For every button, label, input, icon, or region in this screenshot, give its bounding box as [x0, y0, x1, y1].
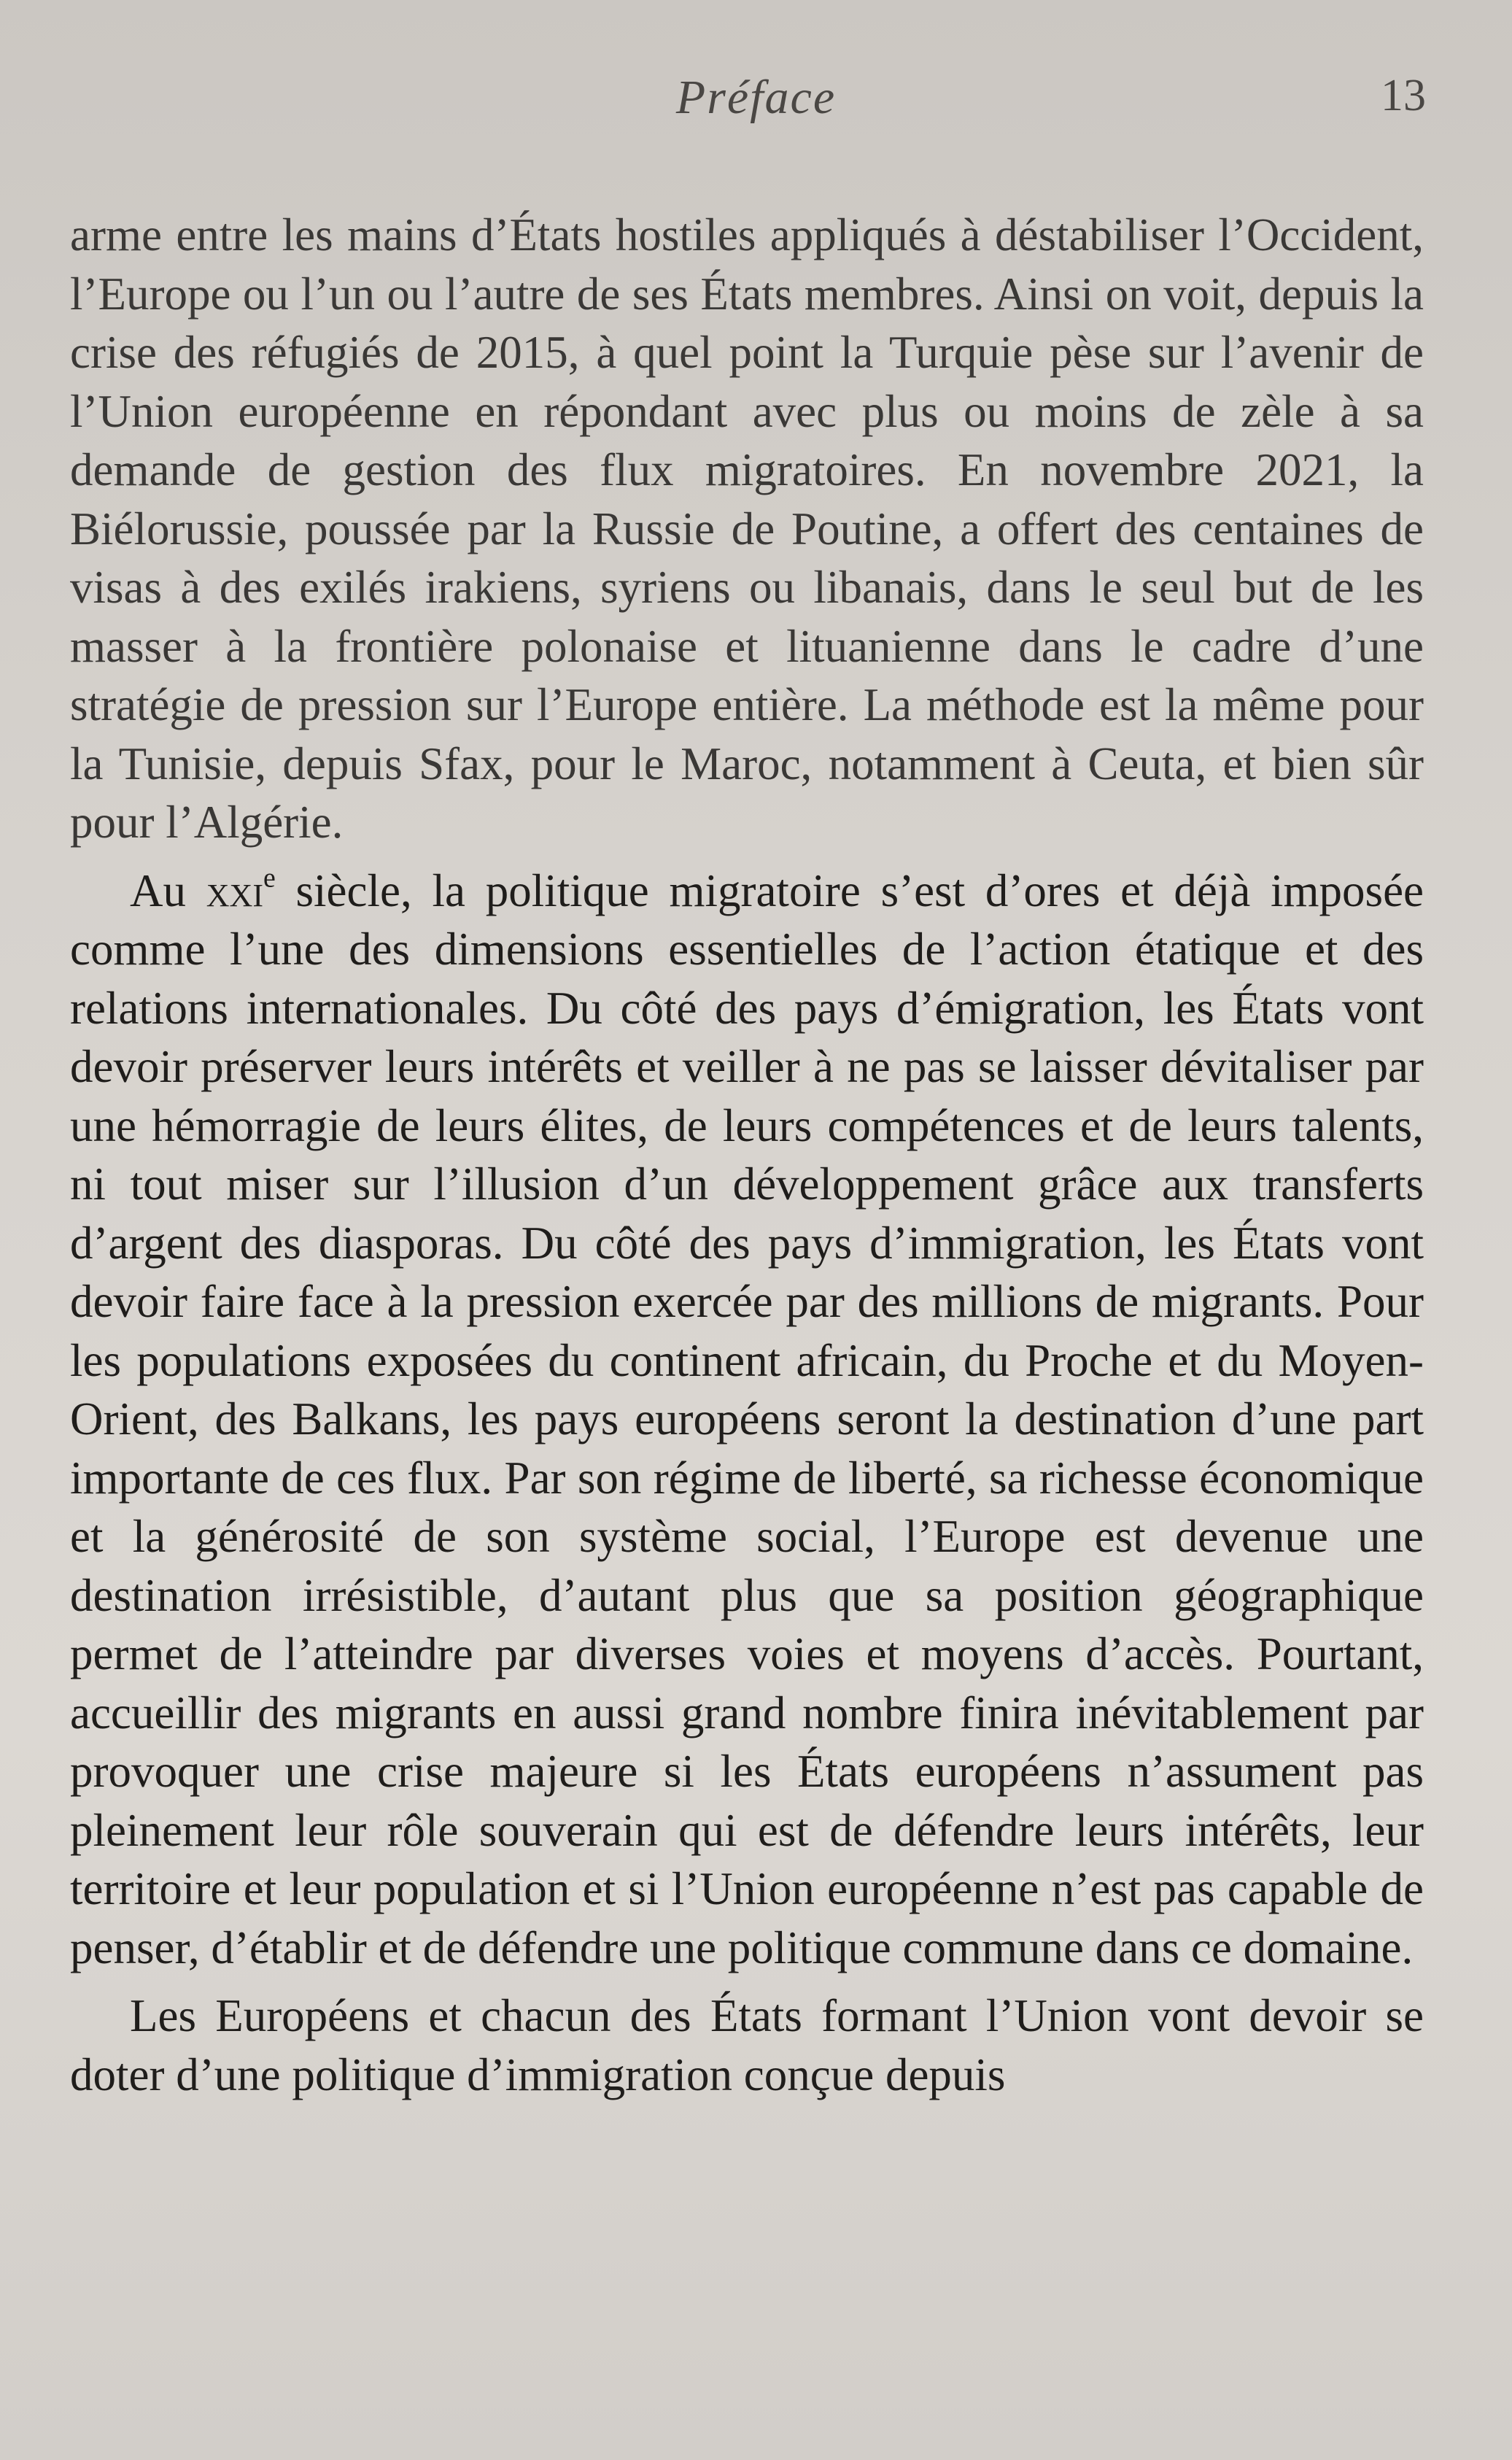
paragraph-xxi-century: [70, 862, 1424, 1978]
century-numeral: xxi: [206, 865, 263, 916]
paragraph-europeens: Les Européens et chacun des États formant l’Union vont devoir se doter d’une politique d’immigration conçue depuis: [70, 1990, 1424, 2100]
running-title: Préface: [675, 71, 837, 124]
page-number: 13: [1381, 71, 1426, 120]
century-superscript: e: [263, 862, 276, 894]
running-head: [0, 70, 1512, 136]
paragraph-lead-word: Au: [130, 865, 186, 916]
paragraph-continued: arme entre les mains d’États hostiles appliqués à déstabiliser l’Occident, l’Europe ou l’un ou l’autre de ses États membres. Ainsi on voit, depuis la crise des réfugiés de 2015, à quel point la Turquie pèse sur l’avenir de l’Union européenne en répondant avec plus ou moins de zèle à sa demande de gestion des flux migratoires. En novembre 2021, la Biélorussie, poussée par la Russie de Poutine, a offert des centaines de visas à des exilés irakiens, syriens ou libanais, dans le seul but de les masser à la frontière polonaise et lituanienne dans le cadre d’une stratégie de pression sur l’Europe entière. La méthode est la même pour la Tunisie, depuis Sfax, pour le Maroc, notamment à Ceuta, et bien sûr pour l’Algérie.: [70, 209, 1424, 848]
body-text: [70, 206, 1424, 2104]
paragraph-body: siècle, la politique migratoire s’est d’ores et déjà imposée comme l’une des dimensions essentielles de l’action étatique et des relations internationales. Du côté des pays d’émigration, les États vont devoir préserver leurs intérêts et veiller à ne pas se laisser dévitaliser par une hémorragie de leurs élites, de leurs compétences et de leurs talents, ni tout miser sur l’illusion d’un développement grâce aux transferts d’argent des diasporas. Du côté des pays d’immigration, les États vont devoir faire face à la pression exercée par des millions de migrants. Pour les populations exposées du continent africain, du Proche et du Moyen-Orient, des Balkans, les pays européens seront la destination d’une part importante de ces flux. Par son régime de liberté, sa richesse économique et la générosité de son système social, l’Europe est devenue une destination irrésistible, d’autant plus que sa position géographique permet de l’atteindre par diverses voies et moyens d’accès. Pourtant, accueillir des migrants en aussi grand nombre finira inévitablement par provoquer une crise majeure si les États européens n’assument pas pleinement leur rôle souverain qui est de défendre leurs intérêts, leur territoire et leur population et si l’Union européenne n’est pas capable de penser, d’établir et de défendre une politique commune dans ce domaine.: [70, 865, 1424, 1973]
